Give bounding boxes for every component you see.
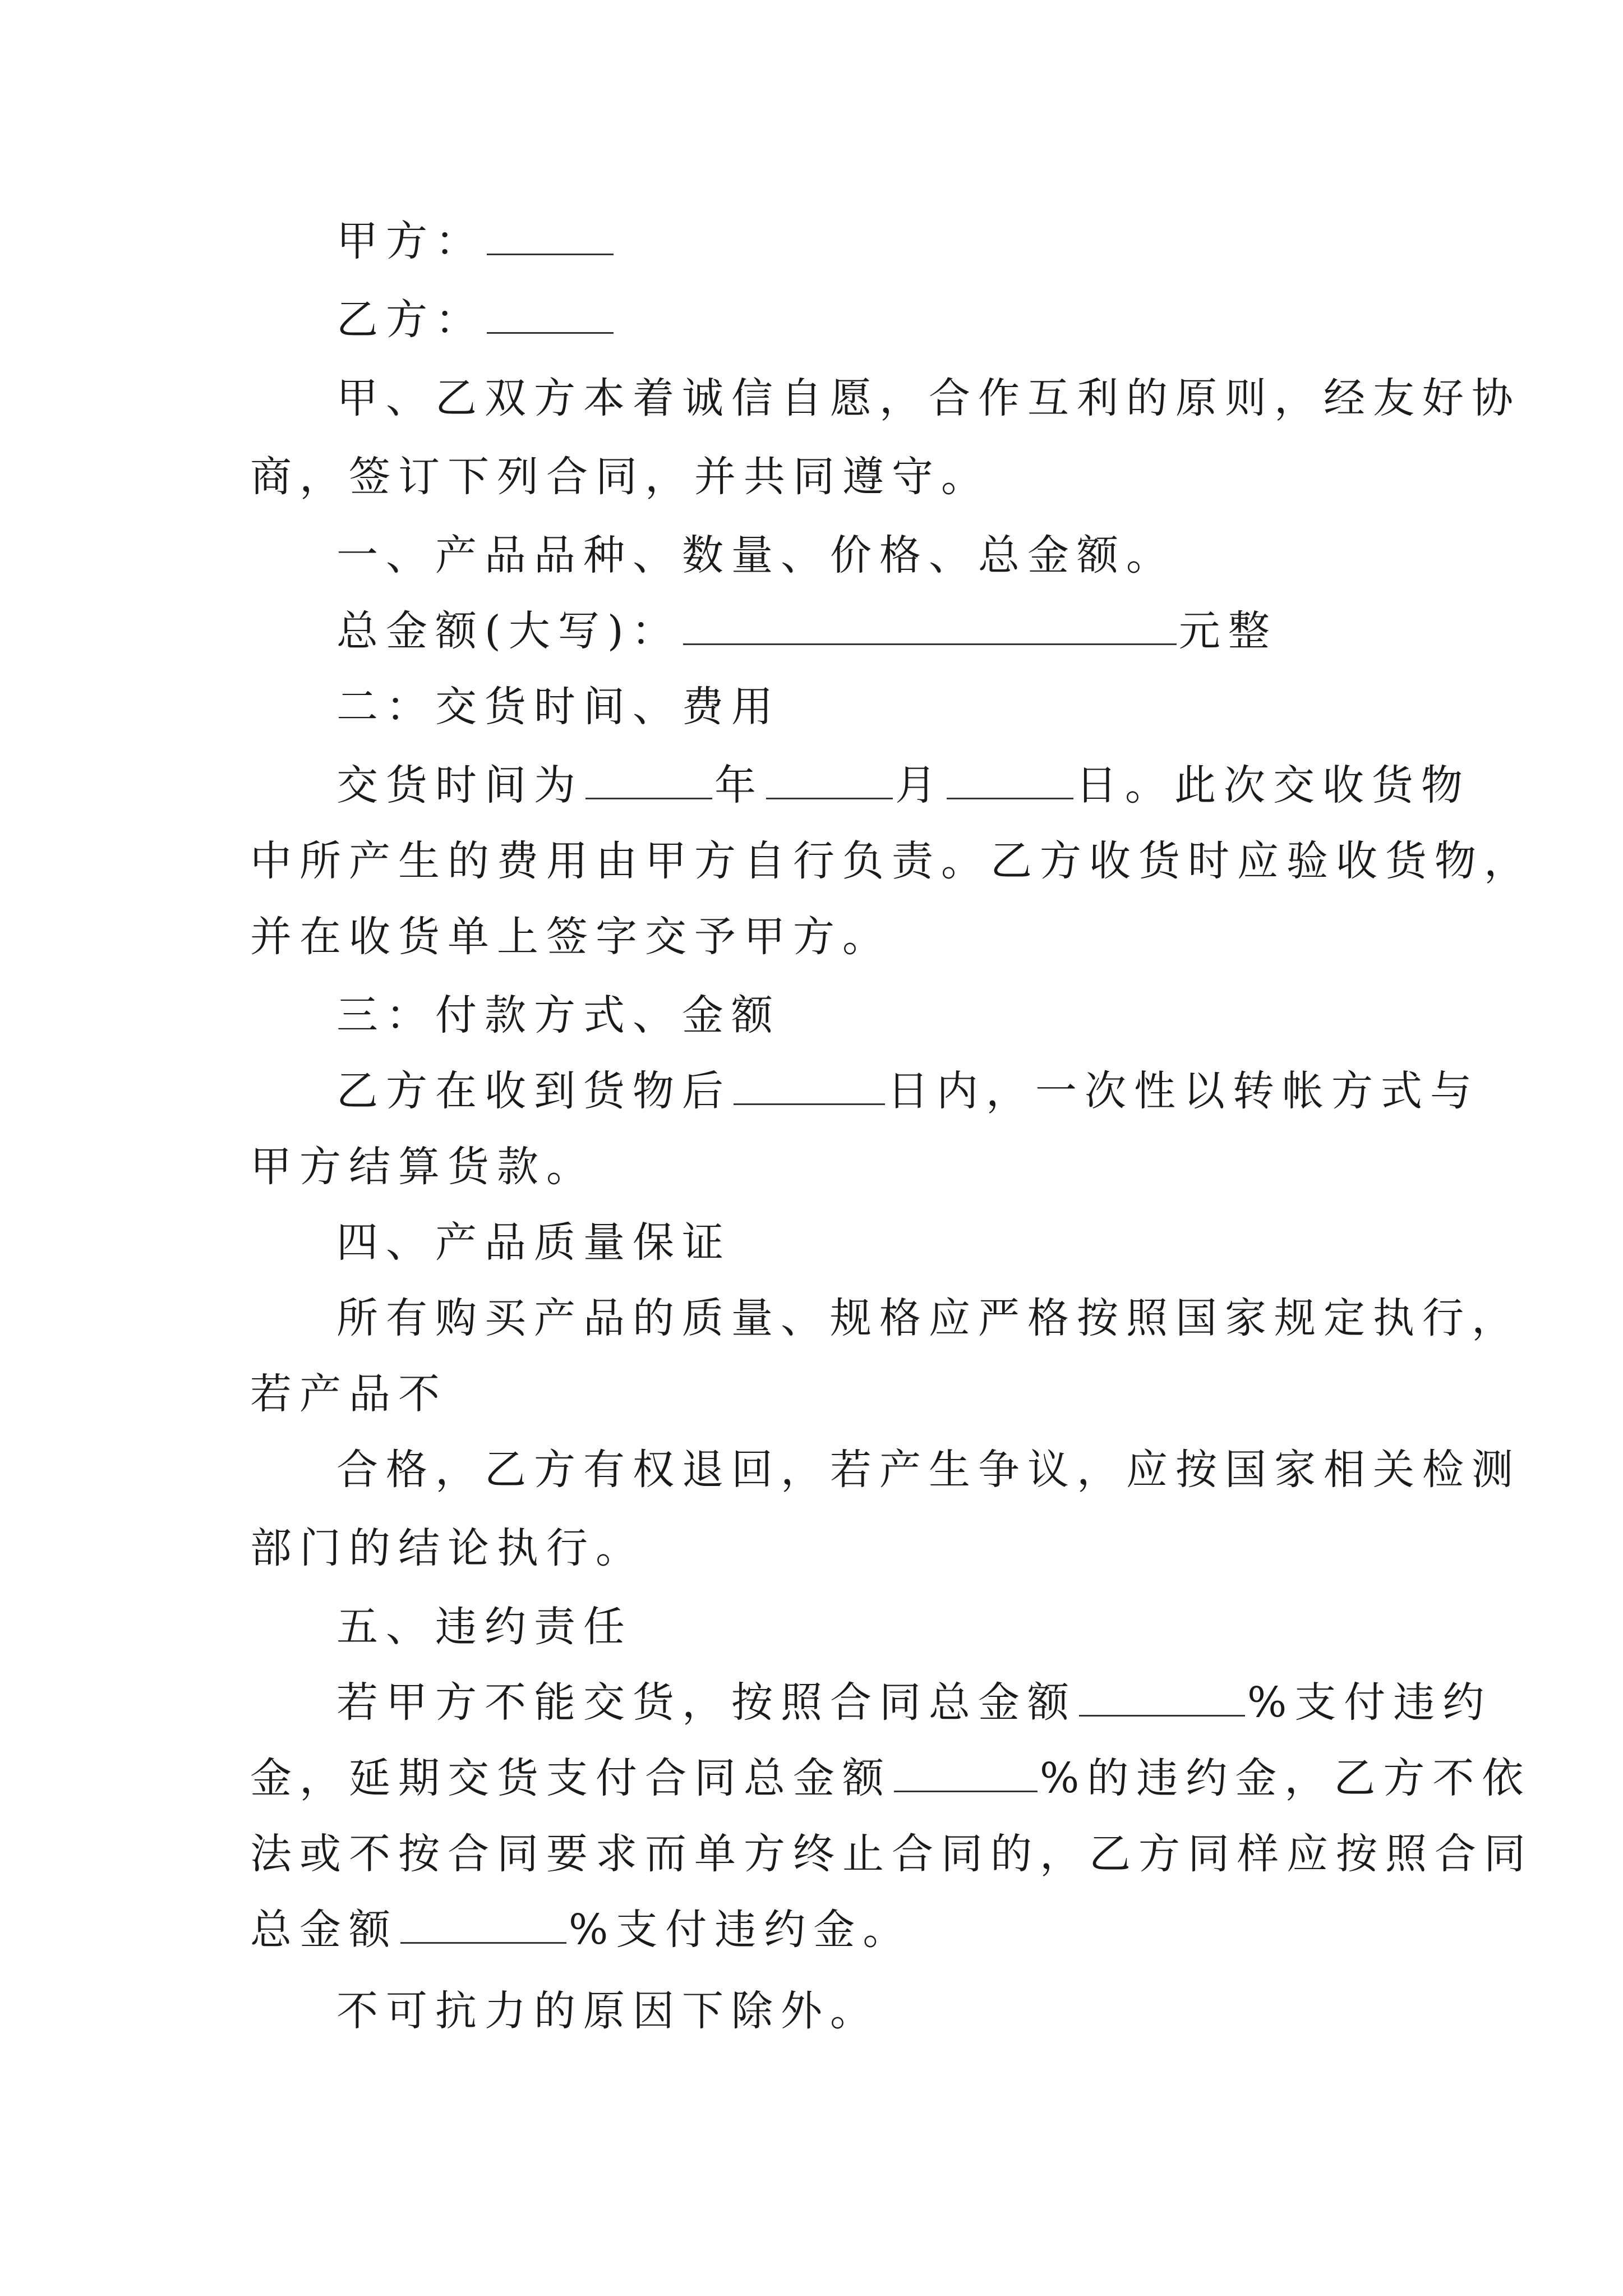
breach-line-4 [250,1896,912,1963]
delivery-prefix: 交货时间为 [336,761,583,809]
delivery-line-2: 中所产生的费用由甲方自行负责。乙方收货时应验收货物， [250,837,1533,885]
breach-line-1 [336,1669,1492,1736]
quality-line-2: 若产品不 [250,1370,448,1418]
delivery-line-3: 并在收货单上签字交予甲方。 [250,913,892,961]
section2-title: 二：交货时间、费用 [336,683,781,731]
delivery-line-1 [336,752,1470,819]
intro-line-1: 甲、乙双方本着诚信自愿，合作互利的原则，经友好协 [336,374,1521,422]
delivery-month-blank [766,765,893,799]
party-b-blank [487,300,614,334]
total-amount-label: 总金额(大写)： [336,607,681,655]
party-b-label: 乙方： [336,296,485,344]
total-amount-blank [683,611,1177,645]
total-amount-suffix: 元整 [1178,607,1278,655]
party-b-line [336,286,616,353]
month-label: 月 [895,761,944,809]
delivery-year-blank [585,765,712,799]
breach-line-4-prefix: 总金额 [250,1906,398,1954]
total-amount-line [336,597,1278,665]
breach-line-3: 法或不按合同要求而单方终止合同的，乙方同样应按照合同 [250,1830,1533,1878]
section1-title: 一、产品品种、数量、价格、总金额。 [336,531,1175,579]
quality-line-1: 所有购买产品的质量、规格应严格按照国家规定执行， [336,1294,1521,1342]
breach-line-4-suffix: %支付违约金。 [569,1906,912,1954]
payment-line-2: 甲方结算货款。 [250,1143,596,1191]
payment-line-1 [336,1057,1479,1125]
quality-line-3: 合格，乙方有权退回，若产生争议，应按国家相关检测 [336,1446,1521,1494]
section5-title: 五、违约责任 [336,1603,633,1651]
breach-line-1-suffix: %支付违约 [1247,1678,1492,1727]
party-a-line [336,208,616,275]
breach-line-2-suffix: %的违约金，乙方不依 [1040,1754,1532,1802]
day-label: 日。此次交收货物 [1076,761,1470,809]
breach-rate-3-blank [400,1910,566,1944]
breach-rate-1-blank [1079,1682,1245,1717]
quality-line-4: 部门的结论执行。 [250,1524,645,1572]
party-a-label: 甲方： [336,217,485,265]
breach-rate-2-blank [894,1758,1038,1792]
payment-days-blank [734,1071,885,1105]
breach-line-1-prefix: 若甲方不能交货，按照合同总金额 [336,1678,1077,1727]
section3-title: 三：付款方式、金额 [336,991,781,1039]
breach-line-2-prefix: 金，延期交货支付合同总金额 [250,1754,892,1802]
intro-line-2: 商，签订下列合同，并共同遵守。 [250,453,990,501]
force-majeure-line: 不可抗力的原因下除外。 [336,1987,879,2035]
breach-line-2 [250,1745,1531,1812]
payment-prefix: 乙方在收到货物后 [336,1067,731,1115]
section4-title: 四、产品质量保证 [336,1218,731,1267]
year-label: 年 [714,761,764,809]
delivery-day-blank [947,765,1073,799]
payment-suffix: 日内，一次性以转帐方式与 [887,1067,1479,1115]
party-a-blank [487,221,614,255]
